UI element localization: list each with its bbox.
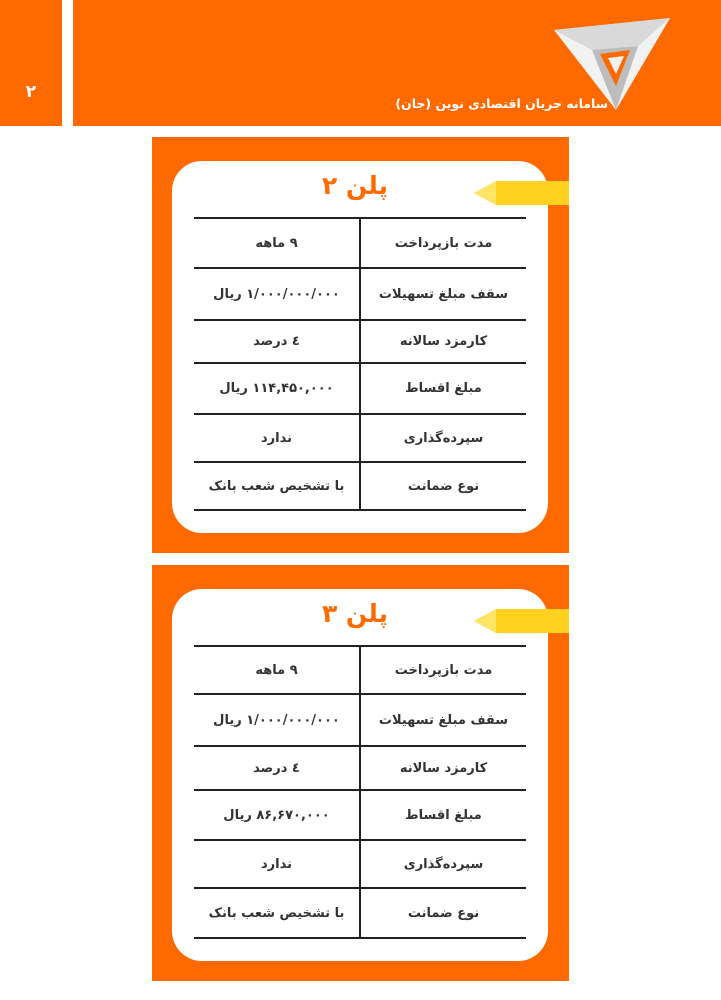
row-label: مبلغ اقساط: [405, 807, 482, 823]
plan-card: [172, 161, 548, 533]
plan-card: [172, 589, 548, 961]
plan-table: [194, 645, 526, 939]
brand-caption: سامانه جریان اقتصادی نوین (جان): [395, 96, 608, 111]
row-value: ۹ ماهه: [194, 647, 361, 693]
row-value: ۱/۰۰۰/۰۰۰/۰۰۰ ریال: [194, 269, 361, 319]
ribbon-tag-icon: [474, 181, 569, 205]
table-row: [194, 364, 526, 415]
plan-panel: [152, 565, 569, 981]
table-row: [194, 321, 526, 364]
table-row: [194, 889, 526, 939]
row-value: ندارد: [194, 841, 361, 887]
ribbon-tag-icon: [474, 609, 569, 633]
table-row: [194, 463, 526, 511]
plan-title: پلن ۳: [321, 599, 388, 628]
table-row: [194, 747, 526, 791]
row-value: ۹ ماهه: [194, 219, 361, 267]
row-label: سقف مبلغ تسهیلات: [378, 286, 509, 302]
row-value: با تشخیص شعب بانک: [194, 889, 361, 937]
table-row: [194, 219, 526, 269]
table-row: [194, 647, 526, 695]
table-row: [194, 841, 526, 889]
row-value: با تشخیص شعب بانک: [194, 463, 361, 509]
plan-title: پلن ۲: [321, 171, 388, 200]
table-row: [194, 269, 526, 321]
page-number: ۲: [25, 82, 37, 102]
table-row: [194, 415, 526, 463]
row-label: کارمزد سالانه: [399, 760, 488, 776]
row-value: ۸۶,۶۷۰,۰۰۰ ریال: [194, 791, 361, 839]
plan-table: [194, 217, 526, 511]
row-label: سپرده‌گذاری: [403, 856, 484, 872]
row-label: مدت بازپرداخت: [394, 662, 493, 678]
row-label: کارمزد سالانه: [399, 334, 488, 349]
row-label: نوع ضمانت: [407, 905, 480, 921]
row-value: ۱/۰۰۰/۰۰۰/۰۰۰ ریال: [194, 695, 361, 745]
row-value: ٤ درصد: [194, 321, 361, 362]
row-label: نوع ضمانت: [407, 478, 480, 494]
row-value: ٤ درصد: [194, 747, 361, 789]
table-row: [194, 695, 526, 747]
table-row: [194, 791, 526, 841]
plan-panel: [152, 137, 569, 553]
row-label: سپرده‌گذاری: [403, 430, 484, 446]
row-label: سقف مبلغ تسهیلات: [378, 712, 509, 728]
row-value: ندارد: [194, 415, 361, 461]
page-number-bar: [0, 0, 62, 126]
row-label: مدت بازپرداخت: [394, 235, 493, 251]
row-label: مبلغ اقساط: [405, 381, 482, 396]
row-value: ۱۱۴,۴۵۰,۰۰۰ ریال: [194, 364, 361, 413]
